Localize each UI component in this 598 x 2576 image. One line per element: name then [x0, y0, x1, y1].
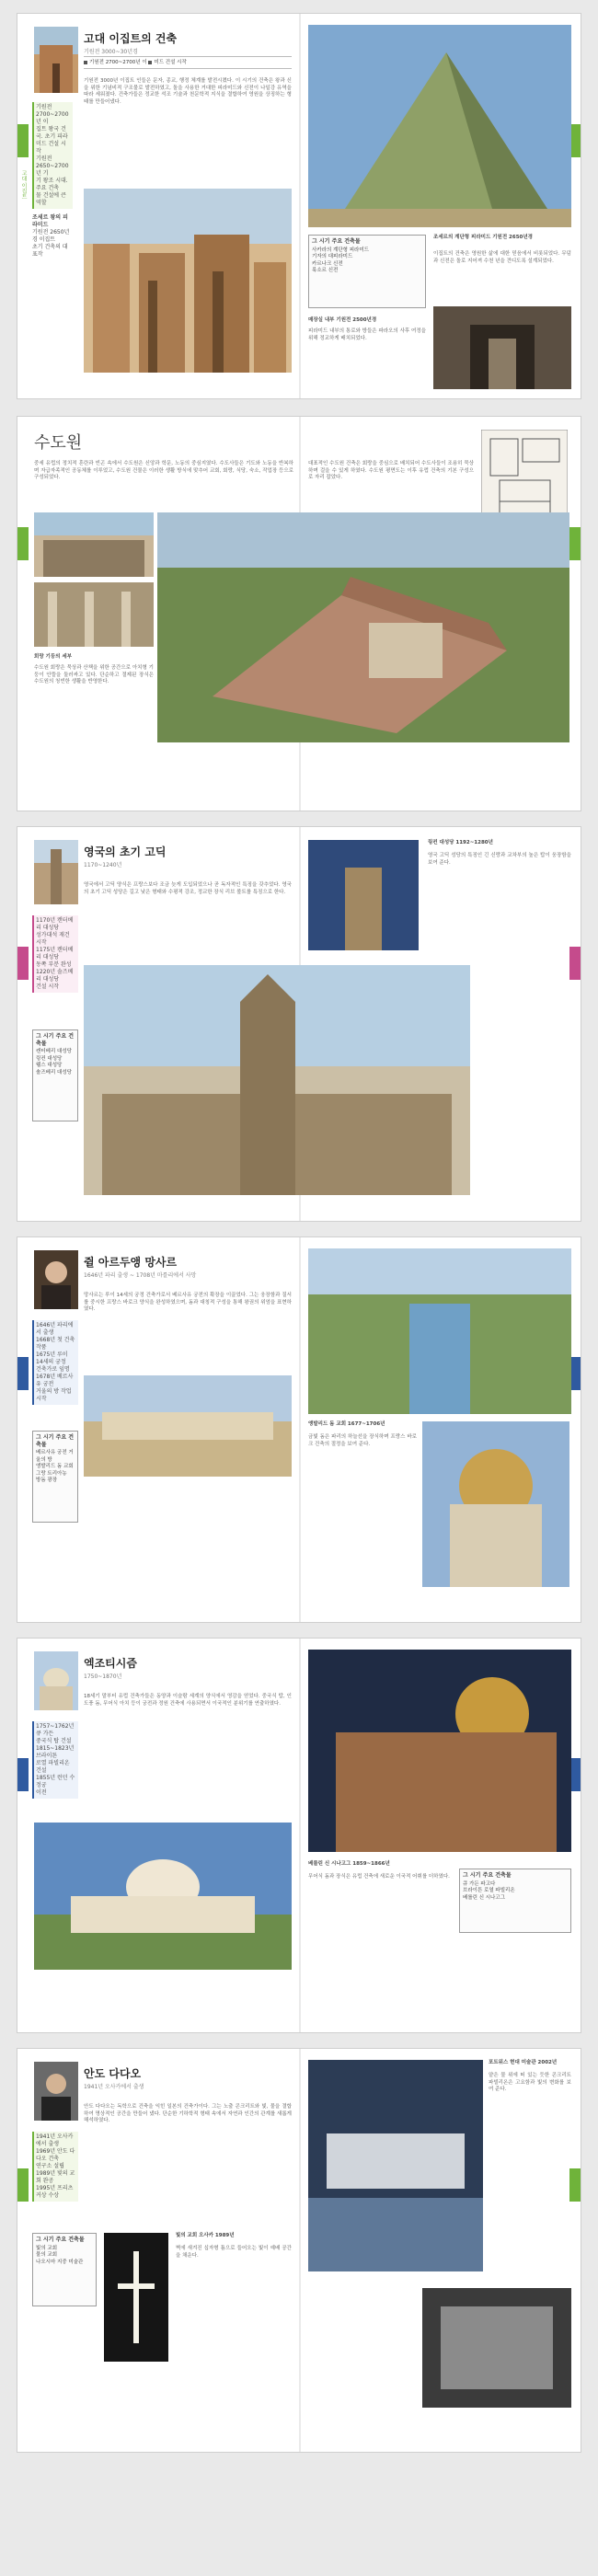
- spine: [299, 1237, 301, 1622]
- page-subtitle: 1750~1870년: [84, 1673, 122, 1680]
- portrait-photo: [34, 1250, 78, 1309]
- box-title: 그 시기 주요 건축물: [36, 2237, 85, 2243]
- key-buildings-box: [308, 235, 426, 308]
- timeline-item: 기원전 2650년경 이집트: [32, 229, 70, 243]
- page-subtitle: 1646년 파리 출생 ~ 1708년 마를리에서 사망: [84, 1272, 197, 1279]
- box-title: 그 시기 주요 건축물: [312, 238, 361, 245]
- spread-ando: [17, 2048, 581, 2453]
- timeline-item: 기원전 2700~2700년 이: [36, 104, 69, 125]
- timeline-item: 1995년 프리츠커상 수상: [36, 2185, 74, 2199]
- timeline-item: 물 건설에 큰 역할: [36, 192, 66, 206]
- box-item: 기자의 대피라미드: [312, 254, 353, 259]
- timeline-item: 1170년 캔터베리 대성당: [36, 917, 74, 931]
- column-detail-photo: [34, 582, 154, 647]
- timeline-item: 1969년 안도 다다오 건축: [36, 2148, 75, 2162]
- box-title: 그 시기 주요 건축물: [36, 1033, 75, 1047]
- caption: 베를린 신 시나고그 1859~1866년: [308, 1861, 390, 1867]
- timeline-item: 1646년 파리에서 출생: [36, 1322, 74, 1336]
- versailles-photo: [84, 1375, 292, 1477]
- body-text: 망사르는 루이 14세의 궁정 건축가로서 베르사유 궁전의 확장을 이끌었다. 그는 웅장함과 질서를 중시한 프랑스 바로크 양식을 완성하였으며, 돔과 대칭적 구성을 통해 왕권의 위엄을 표현하였다.: [84, 1293, 292, 1312]
- timeline-item: 건설 시작: [36, 983, 60, 990]
- temple-photo-small: [34, 27, 78, 93]
- caption: 조세르의 계단형 피라미드 기원전 2650년경: [433, 235, 533, 240]
- timeline-item: 미드 건설 시작: [36, 141, 66, 155]
- timeline-item: 건축가로 임명: [36, 1366, 70, 1373]
- box-item: 큐 가든 파고다: [463, 1880, 496, 1887]
- section-tab-left[interactable]: [17, 1758, 29, 1791]
- church-of-light-photo: [104, 2233, 168, 2362]
- cloister-photo: [34, 512, 154, 577]
- royal-pavilion-photo: [34, 1823, 292, 1970]
- box-item: 링컨 대성당: [36, 1055, 63, 1062]
- box-item: 솔즈베리 대성당: [36, 1069, 72, 1075]
- box-item: 브라이튼 로열 파빌리온: [463, 1888, 515, 1893]
- body-text-right: 이집트의 건축은 영원한 삶에 대한 믿음에서 비롯되었다. 무덤과 신전은 돌로 지어져 수천 년을 견디도록 설계되었다.: [433, 251, 571, 264]
- timeline-item: 1668년 첫 건축 작품: [36, 1337, 75, 1351]
- box-item: 베를린 신 시나고그: [463, 1894, 506, 1901]
- page-title: 영국의 초기 고딕: [84, 845, 167, 858]
- caption: 링컨 대성당 1192~1280년: [428, 840, 493, 845]
- box-item: 방돔 광장: [36, 1478, 58, 1483]
- body-text-right: 얕은 물 위에 떠 있는 듯한 콘크리트 파빌리온은 고요함과 빛의 변화를 보여 준다.: [489, 2073, 571, 2092]
- section-tab-left[interactable]: [17, 527, 29, 560]
- key-facts: [84, 56, 292, 69]
- box-item: 웰스 대성당: [36, 1063, 63, 1068]
- body-text: 영국에서 고딕 양식은 프랑스보다 조금 늦게 도입되었으나 곧 독자적인 특징을 갖추었다. 영국의 초기 고딕 성당은 길고 낮은 형태와 수평적 강조, 정교한 장식 리브 볼트를 특징으로 한다.: [84, 882, 292, 895]
- synagogue-photo: [308, 1650, 571, 1852]
- page-title: 고대 이집트의 건축: [84, 32, 178, 45]
- page-title: 쥘 아르두앵 망사르: [84, 1256, 178, 1269]
- key-fact: 기원전 2700~2700년 이: [89, 60, 147, 65]
- caption-2: 매장실 내부 기원전 2500년경: [308, 317, 377, 323]
- museum-photo: [308, 2060, 483, 2271]
- timeline-item: 동쪽 부분 완성: [36, 961, 72, 968]
- abbey-aerial-photo: [157, 512, 569, 742]
- box-item: 빛의 교회: [36, 2245, 58, 2251]
- timeline-item: 1989년 빛의 교회 완공: [36, 2170, 75, 2184]
- box-title: 그 시기 주요 건축물: [36, 1434, 75, 1448]
- box-title: 그 시기 주요 건축물: [463, 1872, 512, 1879]
- spread-mansart: [17, 1236, 581, 1623]
- timeline-item: 기 왕조 시대. 주요 건축: [36, 178, 68, 191]
- spine: [299, 1639, 301, 2032]
- box-item: 카르나크 신전: [312, 260, 343, 267]
- page-subtitle: 1170~1240년: [84, 862, 122, 868]
- timeline-rail: [32, 102, 73, 259]
- timeline-item: 초기 건축의 대표작: [32, 244, 68, 258]
- timeline-item: 조세르 왕의 피라미드: [32, 214, 68, 228]
- body-text-right: 무어식 돔과 장식은 유럽 건축에 새로운 이국적 어휘를 더하였다.: [308, 1874, 450, 1880]
- caption-2: 빛의 교회 오사카 1989년: [176, 2233, 235, 2238]
- section-tab-left[interactable]: [17, 124, 29, 157]
- box-item: 그랑 트리아농: [36, 1470, 67, 1477]
- timeline-item: 1757~1762년 큐 가든: [36, 1723, 75, 1737]
- body-text-right: 대표적인 수도원 건축은 회랑을 중심으로 배치되어 수도사들이 조용히 묵상하며 걸을 수 있게 하였다. 수도원 평면도는 이후 유럽 건축의 기본 구성으로 자리 잡았다.: [308, 461, 474, 480]
- spread-monastery: [17, 416, 581, 811]
- timeline-item: 로열 파빌리온 건설: [36, 1760, 70, 1774]
- timeline-rail: [32, 915, 78, 993]
- section-tab-left[interactable]: [17, 1357, 29, 1390]
- chamber-photo: [433, 306, 571, 389]
- spread-exoticism: [17, 1638, 581, 2033]
- tower-photo: [308, 840, 419, 950]
- timeline-item: 1675년 루이 14세의 궁정: [36, 1351, 68, 1365]
- key-buildings-box: [32, 1431, 78, 1523]
- timeline-item: 중국식 탑 건설: [36, 1738, 72, 1744]
- cathedral-small-photo: [34, 840, 78, 904]
- page-title: 엑조티시즘: [84, 1657, 137, 1670]
- timeline-item: 연구소 설립: [36, 2163, 64, 2169]
- spread-english-gothic: [17, 826, 581, 1222]
- garden-photo: [308, 1248, 571, 1414]
- box-item: 베르사유 궁전 거울의 방: [36, 1450, 74, 1463]
- body-text-right-2: 피라미드 내부의 통로와 방들은 파라오의 사후 여정을 위해 정교하게 배치되었다.: [308, 328, 426, 341]
- page-title: 안도 다다오: [84, 2067, 142, 2080]
- box-item: 룩소르 신전: [312, 268, 339, 273]
- key-buildings-box: [32, 2233, 97, 2306]
- body-text: 중세 유럽의 정치적 혼란과 빈곤 속에서 수도원은 신앙과 학문, 노동의 중심지였다. 수도사들은 기도와 노동을 반복하며 자급자족적인 공동체를 이루었고, 수도원 건물은 이러한 생활 방식에 맞추어 교회, 회랑, 식당, 숙소, 작업장 등으로 구성되었다.: [34, 461, 293, 480]
- box-item: 나오시마 지중 미술관: [36, 2259, 84, 2265]
- timeline-rail: [32, 1320, 78, 1405]
- body-text-2: 벽에 새겨진 십자형 틈으로 들어오는 빛이 예배 공간을 채운다.: [176, 2246, 292, 2259]
- key-fact: 미드 건설 시작: [154, 60, 187, 65]
- caption: 회랑 기둥의 세부: [34, 654, 73, 660]
- pavilion-small-photo: [34, 1651, 78, 1710]
- box-item: 사카라의 계단형 피라미드: [312, 247, 369, 253]
- interior-photo: [422, 2288, 571, 2408]
- body-text: 18세기 말부터 유럽 건축가들은 동양과 이슬람 세계의 양식에서 영감을 얻었다. 중국식 탑, 인도풍 돔, 무어식 아치 등이 궁전과 정원 건축에 사용되면서 이국적인 분위기를 연출하였다.: [84, 1694, 292, 1707]
- section-tab-right[interactable]: [569, 527, 581, 560]
- timeline-rail: [32, 2132, 78, 2202]
- ruins-photo: [84, 189, 292, 373]
- timeline-item: 1815~1823년 브라이튼: [36, 1745, 75, 1759]
- portrait-photo: [34, 2062, 78, 2121]
- timeline-item: 1175년 캔터베리 대성당: [36, 947, 74, 960]
- spine: [299, 2049, 301, 2452]
- dome-photo: [422, 1421, 569, 1587]
- timeline-item: 기원전 2650~2700년 기: [36, 155, 69, 177]
- timeline-item: 집트 왕국 건국. 초기 피라: [36, 126, 68, 140]
- spread-egypt: [17, 13, 581, 399]
- page-subtitle: 기원전 3000~30년경: [84, 49, 138, 55]
- body-text: 안도 다다오는 독학으로 건축을 익힌 일본의 건축가이다. 그는 노출 콘크리트와 빛, 물을 결합하여 명상적인 공간을 만들어 냈다. 단순한 기하학적 형태 속에서 자연과 인간의 관계를 새롭게 해석하였다.: [84, 2104, 292, 2123]
- timeline-item: 1855년 런던 수정궁: [36, 1775, 75, 1788]
- box-item: 캔터베리 대성당: [36, 1049, 72, 1054]
- pyramid-photo: [308, 25, 571, 227]
- page-title: 수도원: [34, 433, 83, 453]
- timeline-item: 거울의 방 작업 시작: [36, 1388, 72, 1402]
- section-tab-right[interactable]: [569, 947, 581, 980]
- section-tab-left[interactable]: [17, 947, 29, 980]
- timeline-item: 1941년 오사카에서 출생: [36, 2133, 74, 2147]
- timeline-item: 성가대석 재건 시작: [36, 932, 70, 946]
- box-item: 앵발리드 돔 교회: [36, 1464, 74, 1469]
- key-buildings-box: [459, 1869, 571, 1933]
- section-tab-left[interactable]: [17, 2168, 29, 2202]
- key-buildings-box: [32, 1029, 78, 1121]
- timeline-rail: [32, 1721, 78, 1799]
- caption-body: 수도원 회랑은 묵상과 산책을 위한 공간으로 아치형 기둥이 안뜰을 둘러싸고 있다. 단순하고 절제된 장식은 수도원의 청빈한 생활을 반영한다.: [34, 665, 154, 684]
- body-text: 기원전 3000년 이집트 인들은 문자, 종교, 행정 체계를 발전시켰다. 이 시기의 건축은 왕과 신을 위한 기념비적 구조물로 발전하였고, 돌을 사용한 거대한 피라미드와 신전이 나일강 유역을 따라 세워졌다. 건축가들은 정교한 석조 기술과 천문학적 지식을 결합하여 영원을 상징하는 형태를 만들어냈다.: [84, 78, 292, 105]
- timeline-item: 이전: [36, 1789, 47, 1796]
- page-subtitle: 1941년 오사카에서 출생: [84, 2084, 144, 2090]
- cathedral-main-photo: [84, 965, 470, 1195]
- box-item: 물의 교회: [36, 2252, 58, 2258]
- spine: [299, 14, 301, 398]
- body-text-right: 영국 고딕 성당의 특징인 긴 신랑과 교차부의 높은 탑이 웅장함을 보여 준다.: [428, 853, 571, 866]
- caption: 포트워스 현대 미술관 2002년: [489, 2060, 558, 2065]
- timeline-item: 1220년 솔즈베리 대성당: [36, 969, 74, 983]
- section-label-left: 고대 이집트: [20, 170, 27, 200]
- caption: 앵발리드 돔 교회 1677~1706년: [308, 1421, 385, 1427]
- timeline-item: 1678년 베르사유 궁전: [36, 1374, 74, 1387]
- body-text-right: 금빛 돔은 파리의 하늘선을 장식하며 프랑스 바로크 건축의 절정을 보여 준다.: [308, 1434, 417, 1447]
